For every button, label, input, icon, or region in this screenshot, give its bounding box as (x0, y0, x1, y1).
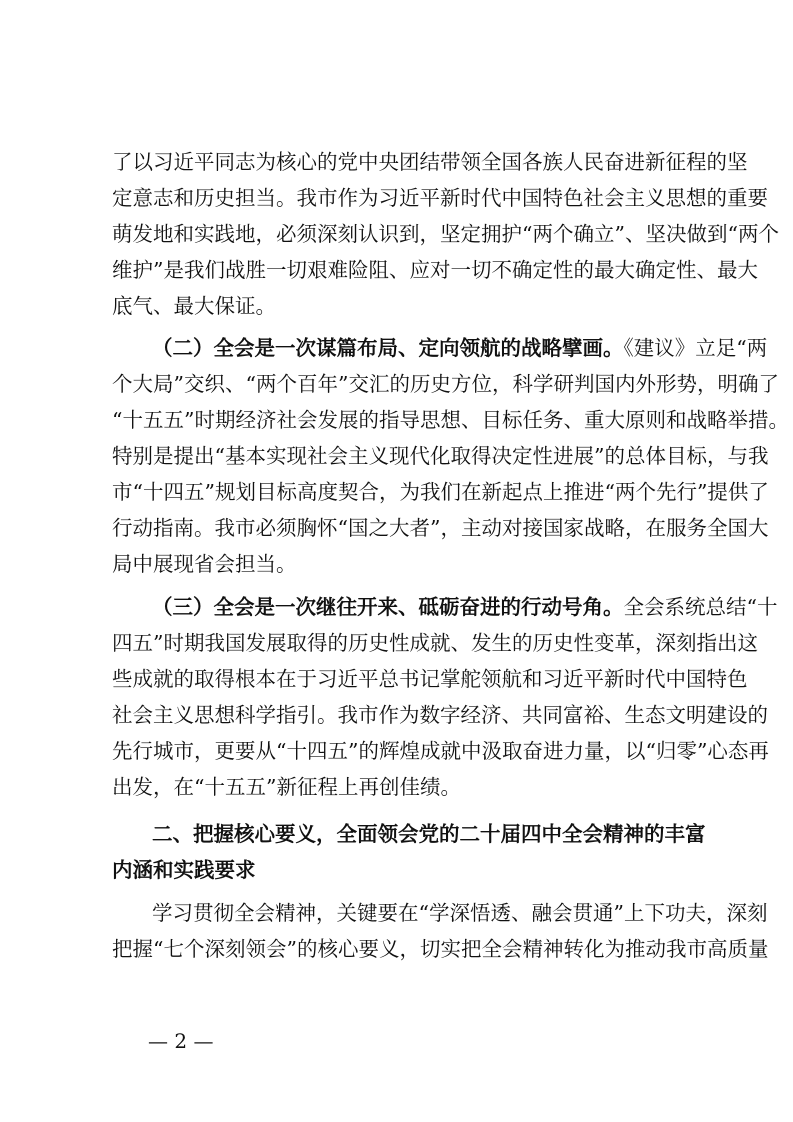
paragraph-3-first-rest: 全会系统总结“十 (623, 595, 778, 619)
section-heading-line-1: 二、把握核心要义，全面领会党的二十届四中全会精神的丰富 (152, 822, 706, 846)
page-number: — 2 — (148, 1029, 214, 1053)
paragraph-2-first-rest: 《建议》立足“两 (623, 336, 768, 360)
paragraph-2-line-7: 局中展现省会担当。 (112, 552, 297, 576)
paragraph-3-line-3: 些成就的取得根本在于习近平总书记掌舵领航和习近平新时代中国特色 (112, 667, 748, 691)
paragraph-3-line-5: 先行城市，更要从“十四五”的辉煌成就中汲取奋进力量，以“归零”心态再 (112, 739, 769, 763)
paragraph-1-line-3: 萌发地和实践地，必须深刻认识到，坚定拥护“两个确立”、坚决做到“两个 (112, 222, 779, 246)
section-heading-line-2: 内涵和实践要求 (112, 858, 256, 882)
paragraph-4-line-1: 学习贯彻全会精神，关键要在“学深悟透、融会贯通”上下功夫，深刻 (152, 901, 768, 925)
paragraph-2-line-6: 行动指南。我市必须胸怀“国之大者”，主动对接国家战略，在服务全国大 (112, 516, 769, 540)
paragraph-3-line-2: 四五”时期我国发展取得的历史性成就、发生的历史性变革，深刻指出这 (112, 631, 758, 655)
paragraph-2-line-1 (152, 331, 768, 365)
paragraph-3-lead: （三）全会是一次继往开来、砥砺奋进的行动号角。 (152, 595, 624, 619)
paragraph-3-line-4: 社会主义思想科学指引。我市作为数字经济、共同富裕、生态文明建设的 (112, 703, 768, 727)
paragraph-1-line-1: 了以习近平同志为核心的党中央团结带领全国各族人民奋进新征程的坚 (112, 150, 748, 174)
paragraph-3-line-1 (152, 590, 778, 624)
paragraph-3-line-6: 出发，在“十五五”新征程上再创佳绩。 (112, 775, 461, 799)
paragraph-1-line-4: 维护”是我们战胜一切艰难险阻、应对一切不确定性的最大确定性、最大 (112, 258, 758, 282)
paragraph-4-line-2: 把握“七个深刻领会”的核心要义，切实把全会精神转化为推动我市高质量 (112, 937, 769, 961)
paragraph-2-line-5: 市“十四五”规划目标高度契合，为我们在新起点上推进“两个先行”提供了 (112, 480, 769, 504)
paragraph-2-line-2: 个大局”交织、“两个百年”交汇的历史方位，科学研判国内外形势，明确了 (112, 372, 779, 396)
paragraph-2-line-4: 特别是提出“基本实现社会主义现代化取得决定性进展”的总体目标，与我 (112, 444, 769, 468)
paragraph-2-line-3: “十五五”时期经济社会发展的指导思想、目标任务、重大原则和战略举措。 (112, 408, 789, 432)
paragraph-1-line-5: 底气、最大保证。 (112, 294, 276, 318)
paragraph-1-line-2: 定意志和历史担当。我市作为习近平新时代中国特色社会主义思想的重要 (112, 186, 768, 210)
paragraph-2-lead: （二）全会是一次谋篇布局、定向领航的战略擘画。 (152, 336, 624, 360)
